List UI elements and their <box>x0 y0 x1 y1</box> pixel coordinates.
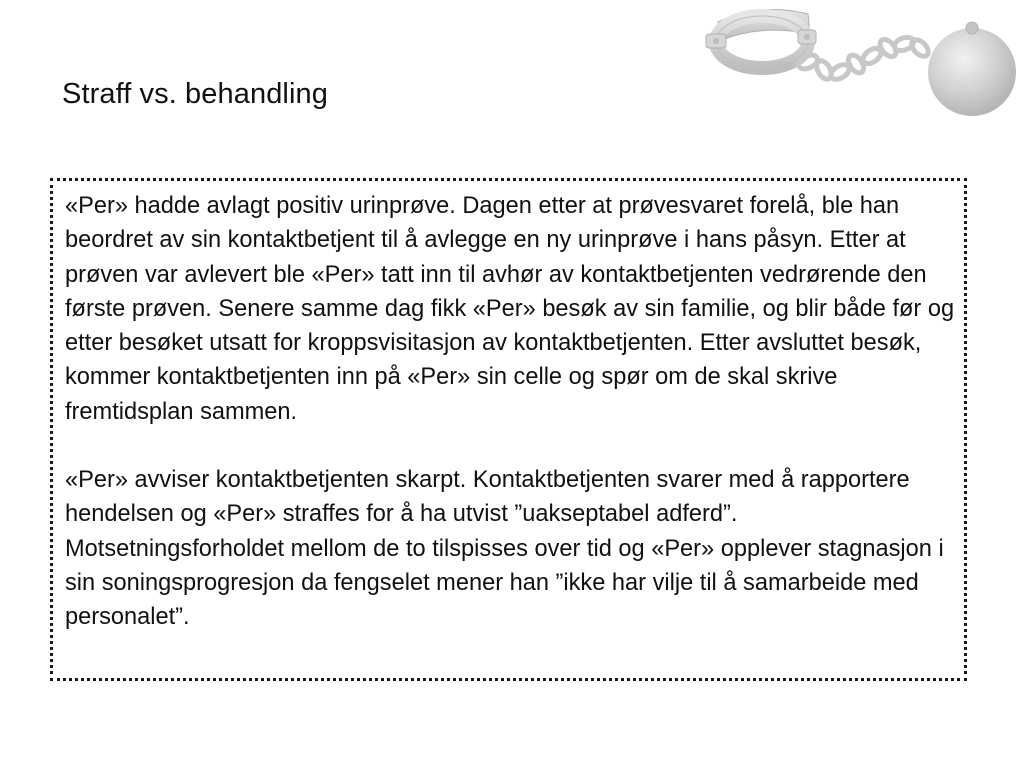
iron-ball <box>928 28 1016 116</box>
ball-and-chain-icon <box>700 0 1024 140</box>
case-paragraph-1: «Per» hadde avlagt positiv urinprøve. Dagen etter at prøvesvaret forelå, ble han beordret av sin kontaktbetjent til å avlegge en ny urinprøve i hans påsyn. Etter at prøven var avlevert ble «Per» tatt inn til avhør av kontaktbetjenten vedrørende den første prøven. Senere samme dag fikk «Per» besøk av sin familie, og blir både før og etter besøket utsatt for kroppsvisitasjon av kontaktbetjenten. Etter avsluttet besøk, kommer kontaktbetjenten inn på «Per» sin celle og spør om de skal skrive fremtidsplan sammen. <box>65 193 955 425</box>
chain <box>796 35 931 82</box>
case-description-box <box>50 178 967 681</box>
case-paragraph-2: «Per» avviser kontaktbetjenten skarpt. Kontaktbetjenten svarer med å rapportere hendelsen og «Per» straffes for å ha utvist ”uakseptabel adferd”. Motsetningsforholdet mellom de to tilspisses over tid og «Per» opplever stagnasjon i sin soningsprogresjon da fengselet mener han ”ikke har vilje til å samarbeide med personalet”. <box>65 467 944 631</box>
slide-title: Straff vs. behandling <box>62 78 328 110</box>
